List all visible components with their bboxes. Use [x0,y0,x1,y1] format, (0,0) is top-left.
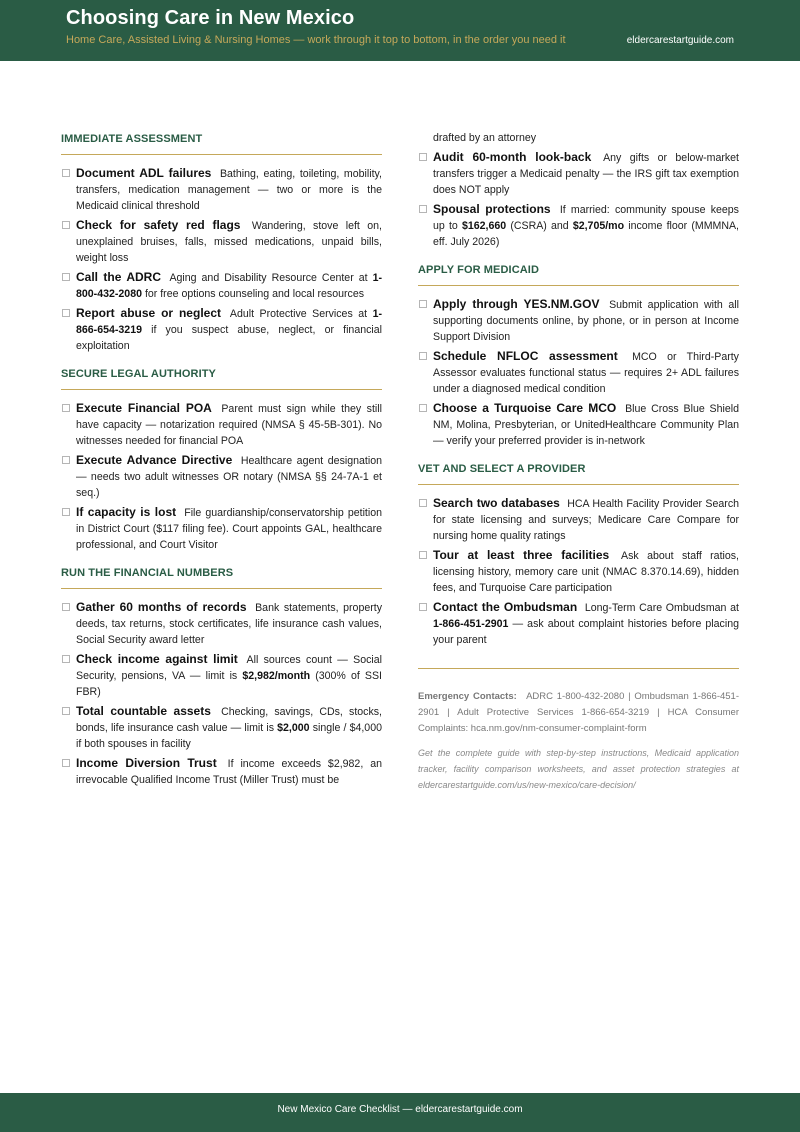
item-text: (CSRA) and [510,220,569,232]
item-lead: Tour at least three facilities [433,548,610,562]
item-text: Healthcare agent designation — needs two adult witnesses OR notary (NMSA §§ 24-7A-1 et seq.) [76,455,382,499]
section-title: APPLY FOR MEDICAID [418,259,739,286]
checkbox[interactable] [62,508,70,516]
item-text: single / $4,000 if both spouses in facility [76,722,382,750]
item-lead: Check for safety red flags [76,218,241,232]
checklist-item [418,599,739,648]
section-title: RUN THE FINANCIAL NUMBERS [61,562,382,589]
emergency-text: ADRC 1-800-432-2080 | Ombudsman 1-866-451-2901 | Adult Protective Services 1-866-654-3219 | HCA Consumer Complaints: hca.nm.gov/nm-consumer-complaint-form [418,691,739,734]
item-text: Bathing, eating, toileting, mobility, transfers, medication management — two or more is the Medicaid clinical threshold [76,168,382,212]
section-run-financial-numbers [61,562,382,788]
item-lead: Search two databases [433,496,560,510]
checkbox[interactable] [62,603,70,611]
checklist-item [61,165,382,214]
phone-number: 1-866-451-2901 [433,618,509,630]
checkbox[interactable] [419,499,427,507]
checklist-item [61,599,382,648]
item-lead: Execute Advance Directive [76,453,233,467]
item-text: Any gifts or below-market transfers trigger a Medicaid penalty — the IRS gift tax exemption does NOT apply [433,152,739,196]
item-text: Ask about staff ratios, licensing history, memory care unit (NMAC 8.370.14.69), hidden fees, and Turquoise Care participation [433,550,740,594]
emergency-contacts [418,689,739,737]
item-lead: Spousal protections [433,202,551,216]
checkbox[interactable] [62,309,70,317]
checkbox[interactable] [62,221,70,229]
page-header [0,0,800,61]
item-lead: Execute Financial POA [76,401,212,415]
section-secure-legal-authority [61,363,382,553]
checklist-item [418,296,739,345]
section-title: IMMEDIATE ASSESSMENT [61,130,382,155]
item-lead: Gather 60 months of records [76,600,247,614]
checklist-item [418,201,739,250]
item-text: Adult Protective Services at [229,308,368,320]
item-lead: Contact the Ombudsman [433,600,578,614]
item-lead: Report abuse or neglect [76,306,221,320]
item-text: for free options counseling and local resources [144,288,365,300]
checkbox[interactable] [419,352,427,360]
item-text: Bank statements, property deeds, tax returns, stock certificates, life insurance cash values, Social Security award letter [76,602,383,646]
checklist-item [418,547,739,596]
right-column [418,130,739,793]
checklist-item [418,149,739,198]
checklist-item [61,452,382,501]
item-lead: Choose a Turquoise Care MCO [433,401,617,415]
section-apply-for-medicaid [418,259,739,449]
item-text: Submit application with all supporting documents online, by phone, or in person at Income Support Division [433,299,739,343]
checklist-item [61,400,382,449]
income-limit: $2,982/month [242,670,311,682]
item-text: HCA Health Facility Provider Search for state licensing and surveys; Medicare Care Compare for nursing home quality ratings [433,498,740,542]
item-lead: Schedule NFLOC assessment [433,349,618,363]
left-column [61,130,382,797]
checklist-item [61,755,382,788]
checkbox[interactable] [62,707,70,715]
checkbox[interactable] [62,759,70,767]
checkbox[interactable] [62,169,70,177]
divider [418,668,739,669]
item-continuation: drafted by an attorney [433,132,537,144]
item-text: If married: community spouse keeps up to [433,204,739,232]
section-run-financial-numbers-continued [418,130,739,250]
item-lead: If capacity is lost [76,505,177,519]
page-subtitle: Home Care, Assisted Living & Nursing Homes — work through it top to bottom, in the order you need it [66,34,566,46]
item-text: File guardianship/conservatorship petition in District Court ($117 filing fee). Court appoints GAL, healthcare professional, and Court Visitor [76,507,383,551]
checkbox[interactable] [62,404,70,412]
item-text: Parent must sign while they still have capacity — notarization required (NMSA § 45-5B-301). No witnesses needed for financial POA [76,403,382,447]
item-text: income floor (MMMNA, eff. July 2026) [433,220,739,248]
header-site-link[interactable]: eldercarestartguide.com [626,35,734,46]
page-title: Choosing Care in New Mexico [66,7,355,29]
item-text: Long-Term Care Ombudsman at [584,602,739,614]
item-text: If income exceeds $2,982, an irrevocable Qualified Income Trust (Miller Trust) must be [76,758,382,786]
checkbox[interactable] [62,655,70,663]
checkbox[interactable] [419,551,427,559]
item-text: Blue Cross Blue Shield NM, Molina, Presbyterian, or UnitedHealthcare Community Plan — verify your preferred provider is in-network [433,403,739,447]
checkbox[interactable] [62,456,70,464]
asset-limit: $2,000 [277,722,310,734]
section-title: SECURE LEGAL AUTHORITY [61,363,382,390]
item-lead: Income Diversion Trust [76,756,217,770]
checklist-item [418,495,739,544]
item-text: Checking, savings, CDs, stocks, bonds, life insurance cash value — limit is [76,706,382,734]
emergency-label: Emergency Contacts: [418,691,517,702]
checklist-item [418,400,739,449]
checklist-item [61,504,382,553]
checklist-item [61,217,382,266]
item-text: if you suspect abuse, neglect, or financial exploitation [76,324,382,352]
item-text: All sources count — Social Security, pensions, VA — limit is [76,654,383,682]
phone-number: 1-800-432-2080 [76,272,383,300]
page-footer [0,1093,800,1132]
checklist-item [61,703,382,752]
item-text: — ask about complaint histories before placing your parent [433,618,739,646]
footer-text: New Mexico Care Checklist — eldercarestartguide.com [277,1104,523,1115]
item-lead: Check income against limit [76,652,238,666]
item-lead: Document ADL failures [76,166,212,180]
item-lead: Audit 60-month look-back [433,150,592,164]
checkbox[interactable] [62,273,70,281]
checklist-item [418,348,739,397]
item-text: MCO or Third-Party Assessor evaluates functional status — requires 2+ ADL failures under a diagnosed medical condition [433,351,739,395]
item-lead: Call the ADRC [76,270,162,284]
checkbox[interactable] [419,205,427,213]
checkbox[interactable] [419,153,427,161]
checkbox[interactable] [419,603,427,611]
csra-amount: $162,660 [461,220,507,232]
item-lead: Apply through YES.NM.GOV [433,297,600,311]
item-text: (300% of SSI FBR) [76,670,382,698]
checkbox[interactable] [419,404,427,412]
section-vet-select-provider [418,458,739,648]
section-title: VET AND SELECT A PROVIDER [418,458,739,485]
section-immediate-assessment [61,130,382,354]
mmmna-amount: $2,705/mo [572,220,625,232]
checklist-item [61,269,382,302]
item-lead: Total countable assets [76,704,211,718]
checklist-item [61,305,382,354]
checklist-item [61,651,382,700]
item-text: Wandering, stove left on, unexplained bruises, falls, missed medications, unpaid bills, weight loss [76,220,382,264]
item-text: Aging and Disability Resource Center at [169,272,368,284]
guide-promo: Get the complete guide with step-by-step instructions, Medicaid application tracker, facility comparison worksheets, and asset protection strategies at eldercarestartguide.com/us/new-mexico/care-decision/ [418,748,739,790]
checkbox[interactable] [419,300,427,308]
phone-number: 1-866-654-3219 [76,308,382,336]
